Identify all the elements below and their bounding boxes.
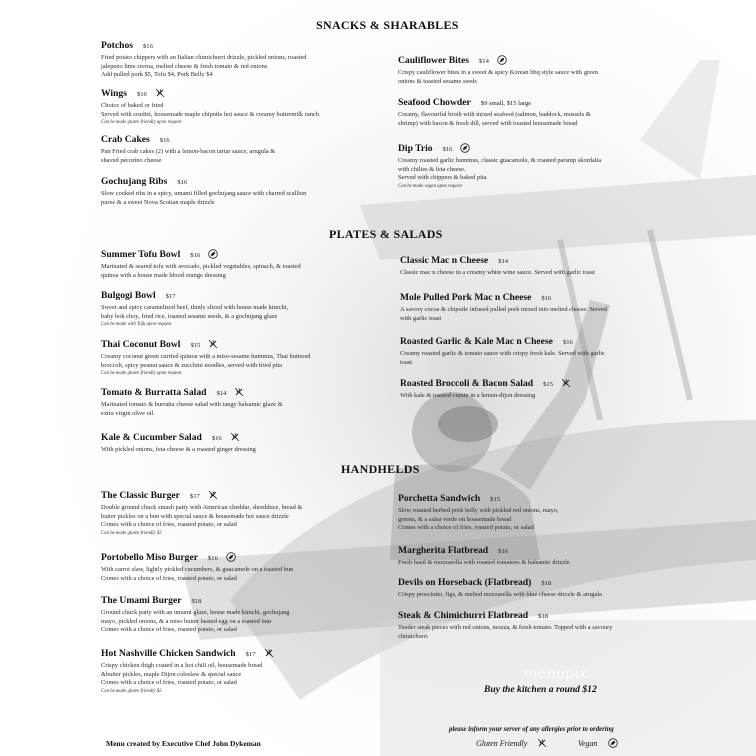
gluten-friendly-icon (234, 387, 244, 397)
description-line: Ground chuck patty with an umami glaze, house made kimchi, gochujang (101, 609, 290, 616)
section-title-plates: PLATES & SALADS (329, 227, 443, 241)
menu-item-price: $14 (478, 58, 489, 65)
menu-item (400, 289, 670, 323)
menu-item-name: Potchos (101, 40, 133, 51)
menu-item-header (101, 384, 381, 400)
description-line: With pickled onions, feta cheese & a roasted ginger dressing (101, 446, 256, 453)
menu-item-note: Can be made gluten friendly upon request (101, 120, 182, 126)
menu-item-price: $14 (216, 390, 227, 397)
menu-item-price: $17 (189, 493, 200, 500)
menu-item-header (101, 131, 381, 147)
menu-item-header (101, 429, 381, 445)
gluten-friendly-icon (264, 648, 274, 658)
menu-item-description (101, 446, 381, 455)
menu-item-price: $16 (211, 435, 222, 442)
section-title-handhelds: HANDHELDS (341, 462, 420, 476)
menu-item-note: Can be made gluten friendly $2 (101, 530, 162, 536)
menu-item-header (101, 592, 381, 608)
menu-item (101, 246, 381, 280)
menu-item-name: Bulgogi Bowl (101, 290, 156, 301)
menu-item-description (398, 69, 668, 86)
menu-item-name: Summer Tofu Bowl (101, 249, 181, 260)
menu-item-description (398, 507, 678, 533)
menu-item-name: Tomato & Burratta Salad (101, 387, 207, 398)
menu-item-note: Can be made gluten friendly upon request (101, 371, 182, 377)
menu-item (398, 94, 668, 128)
menu-item-description (101, 566, 381, 583)
menu-item (101, 173, 381, 207)
menu-item (400, 333, 670, 367)
menu-item-price: $16 (159, 137, 170, 144)
description-line: Fresh basil & mozzarella with roasted tomatoes & balsamic drizzle (398, 559, 570, 566)
menu-item-price: $16 (190, 252, 201, 259)
menu-item-name: Hot Nashville Chicken Sandwich (101, 648, 236, 659)
menu-item-note: Can be made gluten friendly $2 (101, 688, 162, 694)
menu-item-name: Roasted Garlic & Kale Mac n Cheese (400, 336, 553, 347)
menu-item (101, 592, 381, 635)
menu-item-price: $17 (245, 651, 256, 658)
menu-item-description (398, 591, 678, 600)
description-line: Crispy prosciutto, figs, & melted mozzarella with blue cheese drizzle & arugala (398, 591, 602, 598)
description-line: Comes with a choice of fries, roasted potato, or salad (101, 574, 237, 582)
menu-item-header (398, 94, 668, 110)
menu-item-name: Seafood Chowder (398, 97, 471, 108)
menu-item-name: Dip Trio (398, 143, 433, 154)
description-line: shrimp) with bacon & fresh dill, served with toasted housemade bread (398, 119, 578, 127)
description-line: Crispy cauliflower bites in a sweet & spicy Korean bbq style sauce with green (398, 69, 599, 76)
vegan-icon (226, 552, 236, 562)
menu-item-name: Wings (101, 88, 127, 99)
menu-item-price: $16 (207, 555, 218, 562)
description-line: &butter pickles, maple Dijon coleslaw & special sauce (101, 670, 242, 678)
description-line: Creamy coconut green curried quinoa with a miso-sesame hummus, Thai buttered (101, 353, 311, 360)
description-line: puree & a sweet Nova Scotian maple drizzle (101, 198, 215, 206)
menu-item-header (101, 85, 381, 101)
menu-item-price: $18 (538, 613, 549, 620)
menu-item-description (398, 157, 668, 183)
menu-item (101, 645, 381, 694)
menu-item-description (101, 263, 381, 280)
menu-item-description (101, 662, 381, 688)
description-line: baby bok choy, fried rice, toasted sesame seeds, & a gochujang glaze (101, 312, 278, 320)
buy-kitchen-round: Buy the kitchen a round $12 (484, 684, 597, 695)
description-line: with chilies & feta cheese. (398, 165, 466, 173)
menu-item-name: Gochujang Ribs (101, 176, 168, 187)
description-line: Fried potato chippers with an Italian chimichurri drizzle, pickled onions, roasted (101, 54, 307, 61)
menu-item-header (101, 487, 381, 503)
allergy-notice: please inform your server of any allergies prior to ordering (449, 726, 614, 733)
menu-item (101, 549, 381, 583)
description-line: Comes with a choice of fries, roasted potato, or salad (101, 626, 237, 634)
description-line: Served with chippers & baked pita (398, 174, 487, 182)
menu-item (398, 574, 678, 600)
menu-item-name: Cauliflower Bites (398, 55, 469, 66)
menu-item-name: Roasted Broccoli & Bacon Salad (400, 378, 534, 389)
menu-item-header (101, 287, 381, 303)
menu-item (398, 542, 678, 568)
description-line: quinoa with a house made blood orange dressing (101, 271, 226, 279)
description-line: Slow roasted herbed pork belly with pickled red onions, mayo, (398, 507, 559, 514)
menu-item-price: $16 (498, 548, 509, 555)
menu-item (398, 140, 668, 189)
description-line: Comes with a choice of fries, roasted potato, or salad (101, 521, 237, 529)
legend-gluten-friendly (476, 738, 547, 748)
menu-item-header (400, 252, 670, 268)
description-line: Slow cooked ribs in a spicy, umami filled gochujang sauce with charred scallion (101, 190, 307, 197)
menu-item (101, 487, 381, 536)
description-line: Pan Fried crab cakes (2) with a lemon-bacon tartar sauce, arugula & (101, 148, 276, 155)
menu-item-name: Steak & Chimichurri Flatbread (398, 610, 529, 621)
menu-item-description (101, 609, 381, 635)
description-line: Crispy chicken thigh coated in a hot chili oil, housemade bread (101, 662, 263, 669)
description-line: Tender steak pieces with red onions, mozza, & fresh tomato. Topped with a savoury (398, 624, 613, 631)
description-line: Choice of baked or fried (101, 102, 164, 109)
description-line: Marinated tomato & burratta cheese salad with tangy balsamic glaze & (101, 401, 283, 408)
menu-item-header (101, 173, 381, 189)
description-line: Comes with a choice of fries, roasted potato, or salad (398, 524, 534, 532)
description-line: Sweet and spicy caramelized beef, thinly sliced with house made kimchi, (101, 304, 289, 311)
menu-item-description (101, 504, 381, 530)
description-line: Comes with a choice of fries, roasted potato, or salad (101, 679, 237, 687)
menu-item-header (398, 542, 678, 558)
description-line: shaved pecorino cheese (101, 156, 162, 164)
menu-item (398, 607, 678, 641)
menu-item-description (101, 353, 381, 370)
description-line: jalepeno lime crema, melted cheese & fresh tomato & red onions (101, 62, 268, 70)
description-line: Served with crudité, housemade maple chipotle hot sauce & creamy buttermilk ranch (101, 110, 319, 118)
menu-item (400, 375, 670, 401)
description-line: Marinated & seared tofu with avocado, pickled vegetables, spinach, & toasted (101, 263, 301, 270)
menu-item-price: $16 (562, 339, 573, 346)
menu-item-name: Devils on Horseback (Flatbread) (398, 577, 532, 588)
menu-item-description (101, 304, 381, 321)
menu-item-description (101, 102, 381, 119)
menu-item-description (101, 401, 381, 418)
menu-item-note: Can be made with Tofu upon request (101, 322, 172, 328)
menu-item-header (101, 549, 381, 565)
menu-item-price: $16 (136, 91, 147, 98)
menu-item-description (400, 392, 670, 401)
vegan-icon (460, 143, 470, 153)
menu-item-price: $18 (191, 598, 202, 605)
menu-item-name: Margherita Flatbread (398, 545, 489, 556)
menu-item (400, 252, 670, 278)
section-title-snacks: SNACKS & SHARABLES (316, 18, 459, 32)
menu-item-note: Can be made vegan upon request (398, 183, 462, 189)
menu-item-description (400, 350, 670, 367)
gluten-friendly-icon (537, 738, 547, 748)
menu-item-description (398, 624, 678, 641)
menu-item-description (101, 54, 381, 80)
menu-item-description (101, 148, 381, 165)
description-line: greens, & a salsa verde on housemade bread (398, 515, 512, 523)
description-line: toast (400, 358, 413, 366)
menu-item-header (101, 246, 381, 262)
menu-item-price: $16 (442, 146, 453, 153)
vegan-icon (608, 738, 618, 748)
menu-item-description (400, 269, 670, 278)
menu-item-price: $15 (190, 342, 201, 349)
menu-item (398, 490, 678, 533)
description-line: Classic mac n cheese in a creamy white wine sauce. Served with garlic toast (400, 269, 595, 276)
description-line: Creamy roasted garlic hummus, classic guacamole, & roasted parsnip skordalia (398, 157, 602, 164)
menu-item-name: The Umami Burger (101, 595, 182, 606)
menu-item-name: Classic Mac n Cheese (400, 255, 489, 266)
legend-gf-label: Gluten Friendly (476, 739, 528, 748)
menu-item-name: Porchetta Sandwich (398, 493, 481, 504)
menu-item-name: Crab Cakes (101, 134, 150, 145)
menu-item (101, 384, 381, 418)
menu-item (101, 429, 381, 455)
menu-item-name: Portobello Miso Burger (101, 552, 198, 563)
vegan-icon (497, 55, 507, 65)
watermark: menupix (524, 665, 588, 682)
description-line: butter pickles on a bun with special sauce & housemade hot sauce drizzle (101, 512, 289, 520)
legend-vegan (578, 738, 618, 748)
menu-item-price: $18 (541, 580, 552, 587)
menu-item-header (101, 336, 381, 352)
menu-item-header (398, 140, 668, 156)
gluten-friendly-icon (208, 339, 218, 349)
menu-item (101, 85, 381, 125)
menu-item-header (101, 37, 381, 53)
description-line: Add pulled pork $5, Tofu $4, Pork Belly $4 (101, 71, 213, 79)
description-line: A savory cocoa & chipotle infused pulled pork mixed into melted cheese. Served (400, 306, 608, 313)
menu-item-header (398, 490, 678, 506)
menu-item-name: Thai Coconut Bowl (101, 339, 181, 350)
description-line: chimichurri (398, 632, 428, 640)
description-line: onions & toasted sesame seeds (398, 77, 477, 85)
menu-item-description (398, 559, 678, 568)
menu-item-name: Mole Pulled Pork Mac n Cheese (400, 292, 532, 303)
menu-item (101, 287, 381, 327)
legend-vegan-label: Vegan (578, 739, 598, 748)
description-line: With carrot slaw, lightly pickled cucumbers, & guacamole on a toasted bun (101, 566, 294, 573)
menu-item-description (398, 111, 668, 128)
menu-item-header (398, 574, 678, 590)
description-line: with garlic toast (400, 314, 442, 322)
menu-item-header (398, 52, 668, 68)
menu-item (101, 37, 381, 80)
vegan-icon (208, 249, 218, 259)
chef-credit: Menu created by Executive Chef John Dykeman (106, 739, 261, 748)
menu-item-price: $16 (142, 43, 153, 50)
description-line: mayo, pickled onions, & a miso butter basted egg on a toasted bun (101, 617, 272, 625)
description-line: broccoli, spicy peanut sauce & zucchini noodles, served with fried pita (101, 361, 283, 369)
description-line: With kale & toasted cumin in a lemon-dijon dressing (400, 392, 536, 399)
menu-item-header (398, 607, 678, 623)
menu-item-description (400, 306, 670, 323)
menu-item (101, 131, 381, 165)
menu-item (101, 336, 381, 376)
menu-item-price: $16 (177, 179, 188, 186)
description-line: Creamy roasted garlic & tomato sauce with crispy fresh kale. Served with garlic (400, 350, 605, 357)
menu-item-header (400, 375, 670, 391)
description-line: Double ground chuck smash patty with American cheddar, shredduce, bread & (101, 504, 303, 511)
menu-item-price: $15 (490, 496, 501, 503)
gluten-friendly-icon (208, 490, 218, 500)
description-line: Creamy, flavourful broth with mixed seafood (salmon, haddock, mussels & (398, 111, 591, 118)
gluten-friendly-icon (230, 432, 240, 442)
menu-item-header (400, 289, 670, 305)
gluten-friendly-icon (561, 378, 571, 388)
menu-item-header (101, 645, 381, 661)
description-line: extra virgin olive oil (101, 409, 154, 417)
gluten-friendly-icon (155, 88, 165, 98)
menu-item-price: $9 small, $15 large (480, 100, 532, 107)
menu-item-header (400, 333, 670, 349)
menu-item (398, 52, 668, 86)
menu-item-price: $16 (541, 295, 552, 302)
menu-item-price: $15 (543, 381, 553, 388)
menu-item-name: Kale & Cucumber Salad (101, 432, 202, 443)
menu-item-name: The Classic Burger (101, 490, 180, 501)
menu-item-price: $17 (165, 293, 176, 300)
menu-item-price: $14 (498, 258, 509, 265)
menu-item-description (101, 190, 381, 207)
